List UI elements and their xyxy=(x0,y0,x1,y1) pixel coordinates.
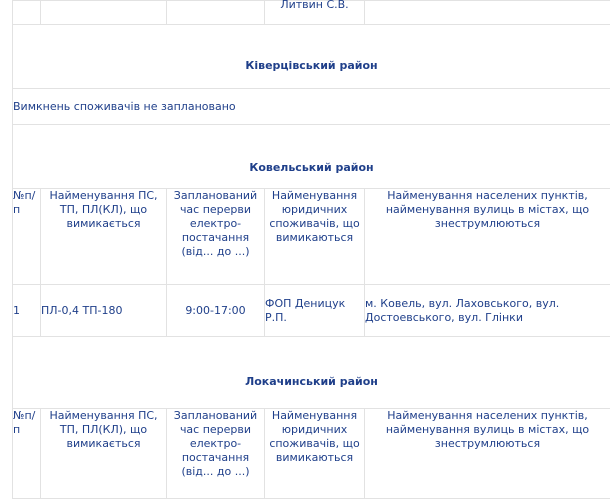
region-title-kivertsi: Ківерцівський район xyxy=(13,25,610,89)
row-consumer: ФОП Деницук Р.П. xyxy=(265,285,365,337)
header-time: Запланований час перерви електро-постачання (від... до ...) xyxy=(167,409,265,499)
region-title-kovel: Ковельський район xyxy=(13,125,610,189)
outage-table xyxy=(12,0,610,499)
header-object: Найменування ПС, ТП, ПЛ(КЛ), що вимикається xyxy=(41,409,167,499)
header-number: №п/п xyxy=(13,189,41,285)
region-header-row xyxy=(13,337,610,409)
region-header-row xyxy=(13,25,610,89)
region-note-row xyxy=(13,89,610,125)
row-number: 1 xyxy=(13,285,41,337)
header-locations: Найменування населених пунктів, найменування вулиць в містах, що знеструмлюються xyxy=(365,189,610,285)
table-row xyxy=(13,285,610,337)
top-partial-row xyxy=(13,1,610,25)
row-object: ПЛ-0,4 ТП-180 xyxy=(41,285,167,337)
header-object: Найменування ПС, ТП, ПЛ(КЛ), що вимикається xyxy=(41,189,167,285)
header-locations: Найменування населених пунктів, найменування вулиць в містах, що знеструмлюються xyxy=(365,409,610,499)
row-time: 9:00-17:00 xyxy=(167,285,265,337)
column-header-row xyxy=(13,409,610,499)
no-outages-note: Вимкнень споживачів не заплановано xyxy=(13,89,610,125)
row-location: м. Ковель, вул. Лаховського, вул. Достоевського, вул. Глінки xyxy=(365,285,610,337)
header-number: №п/п xyxy=(13,409,41,499)
header-consumers: Найменування юридичних споживачів, що вимикаються xyxy=(265,409,365,499)
column-header-row xyxy=(13,189,610,285)
responsible-person: Литвин С.В. xyxy=(265,1,365,25)
region-header-row xyxy=(13,125,610,189)
header-consumers: Найменування юридичних споживачів, що вимикаються xyxy=(265,189,365,285)
region-title-lokachi: Локачинський район xyxy=(13,337,610,409)
header-time: Запланований час перерви електро-постачання (від... до ...) xyxy=(167,189,265,285)
